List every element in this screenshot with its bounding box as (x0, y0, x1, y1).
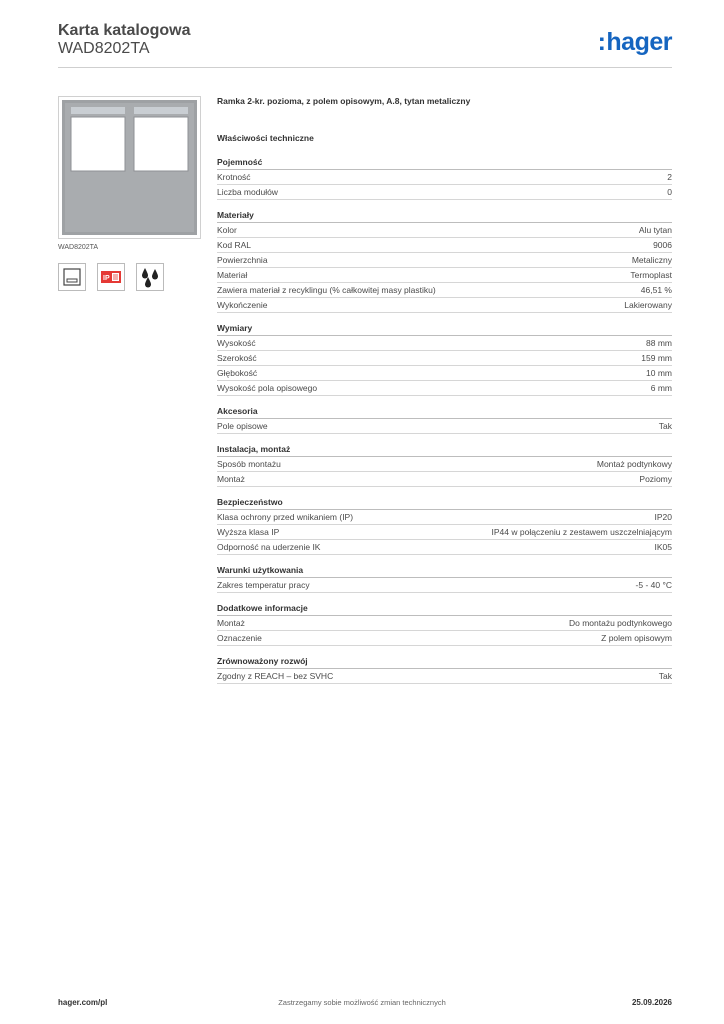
spec-label: Wysokość (217, 338, 256, 348)
spec-label: Zgodny z REACH – bez SVHC (217, 671, 334, 681)
spec-row (217, 669, 672, 684)
spec-label: Montaż (217, 474, 245, 484)
spec-value: 9006 (653, 240, 672, 250)
spec-label: Głębokość (217, 368, 258, 378)
feature-icons (58, 263, 164, 291)
spec-label: Materiał (217, 270, 248, 280)
spec-label: Powierzchnia (217, 255, 268, 265)
spec-label: Sposób montażu (217, 459, 281, 469)
spec-row (217, 170, 672, 185)
spec-value: Tak (658, 671, 672, 681)
spec-value: 159 mm (641, 353, 672, 363)
spec-value: Z polem opisowym (601, 633, 672, 643)
footer-date: 25.09.2026 (631, 998, 672, 1007)
spec-row (217, 238, 672, 253)
spec-row (217, 381, 672, 396)
spec-value: 2 (667, 172, 672, 182)
spec-label: Oznaczenie (217, 633, 262, 643)
svg-text:IP: IP (103, 275, 110, 282)
technical-properties-title: Właściwości techniczne (217, 133, 314, 143)
spec-label: Wykończenie (217, 300, 268, 310)
spec-section (217, 563, 672, 593)
section-title: Warunki użytkowania (217, 563, 672, 578)
product-description: Ramka 2-kr. pozioma, z polem opisowym, A.8, tytan metaliczny (217, 96, 471, 106)
header-divider (58, 67, 672, 68)
spec-value: 10 mm (646, 368, 672, 378)
spec-row (217, 283, 672, 298)
spec-value: 46,51 % (640, 285, 672, 295)
section-title: Bezpieczeństwo (217, 495, 672, 510)
spec-row (217, 268, 672, 283)
spec-label: Zakres temperatur pracy (217, 580, 310, 590)
spec-label: Klasa ochrony przed wnikaniem (IP) (217, 512, 354, 522)
spec-value: -5 - 40 °C (635, 580, 672, 590)
spec-label: Krotność (217, 172, 251, 182)
spec-section (217, 442, 672, 487)
spec-section (217, 601, 672, 646)
section-title: Zrównoważony rozwój (217, 654, 672, 669)
spec-section (217, 404, 672, 434)
footer-notice: Zastrzegamy sobie możliwość zmian technicznych (278, 998, 446, 1007)
spec-section (217, 654, 672, 684)
spec-section (217, 321, 672, 396)
specification-panel (217, 95, 672, 692)
spec-value: 6 mm (650, 383, 672, 393)
spec-section (217, 495, 672, 555)
ip-rating-icon (97, 263, 125, 291)
product-code: WAD8202TA (58, 40, 150, 57)
spec-value: Alu tytan (638, 225, 672, 235)
spec-section (217, 155, 672, 200)
spec-row (217, 457, 672, 472)
spec-label: Liczba modułów (217, 187, 278, 197)
spec-section (217, 208, 672, 313)
spec-row (217, 472, 672, 487)
spec-value: IK05 (654, 542, 672, 552)
spec-row (217, 336, 672, 351)
spec-value: Poziomy (639, 474, 672, 484)
spec-label: Wysokość pola opisowego (217, 383, 318, 393)
section-title: Dodatkowe informacje (217, 601, 672, 616)
frame-illustration (59, 97, 200, 238)
frame-label-icon (58, 263, 86, 291)
section-title: Akcesoria (217, 404, 672, 419)
spec-value: 88 mm (646, 338, 672, 348)
spec-value: IP44 w połączeniu z zestawem uszczelniającym (491, 527, 672, 537)
section-title: Materiały (217, 208, 672, 223)
spec-sections (217, 155, 672, 684)
spec-label: Wyższa klasa IP (217, 527, 280, 537)
spec-value: Do montażu podtynkowego (568, 618, 672, 628)
document-title: Karta katalogowa (58, 22, 191, 39)
section-title: Instalacja, montaż (217, 442, 672, 457)
spec-row (217, 525, 672, 540)
hager-logo: :hager (597, 28, 672, 56)
spec-row (217, 616, 672, 631)
spec-row (217, 540, 672, 555)
section-title: Pojemność (217, 155, 672, 170)
spec-value: Termoplast (630, 270, 672, 280)
spec-value: 0 (667, 187, 672, 197)
spec-row (217, 298, 672, 313)
spec-row (217, 366, 672, 381)
footer-website: hager.com/pl (58, 998, 108, 1007)
product-image (58, 96, 201, 239)
spec-label: Zawiera materiał z recyklingu (% całkowitej masy plastiku) (217, 285, 436, 295)
spec-value: Metaliczny (631, 255, 672, 265)
spec-label: Kolor (217, 225, 237, 235)
spec-row (217, 419, 672, 434)
spec-row (217, 631, 672, 646)
spec-value: Montaż podtynkowy (596, 459, 672, 469)
spec-row (217, 253, 672, 268)
spec-row (217, 578, 672, 593)
spec-row (217, 185, 672, 200)
spec-label: Szerokość (217, 353, 257, 363)
water-drops-icon (136, 263, 164, 291)
spec-label: Kod RAL (217, 240, 252, 250)
spec-value: Lakierowany (624, 300, 672, 310)
section-title: Wymiary (217, 321, 672, 336)
spec-label: Montaż (217, 618, 245, 628)
spec-label: Odporność na uderzenie IK (217, 542, 321, 552)
spec-row (217, 351, 672, 366)
spec-value: IP20 (654, 512, 672, 522)
image-caption: WAD8202TA (58, 244, 99, 251)
spec-row (217, 510, 672, 525)
spec-row (217, 223, 672, 238)
spec-value: Tak (658, 421, 672, 431)
spec-label: Pole opisowe (217, 421, 268, 431)
